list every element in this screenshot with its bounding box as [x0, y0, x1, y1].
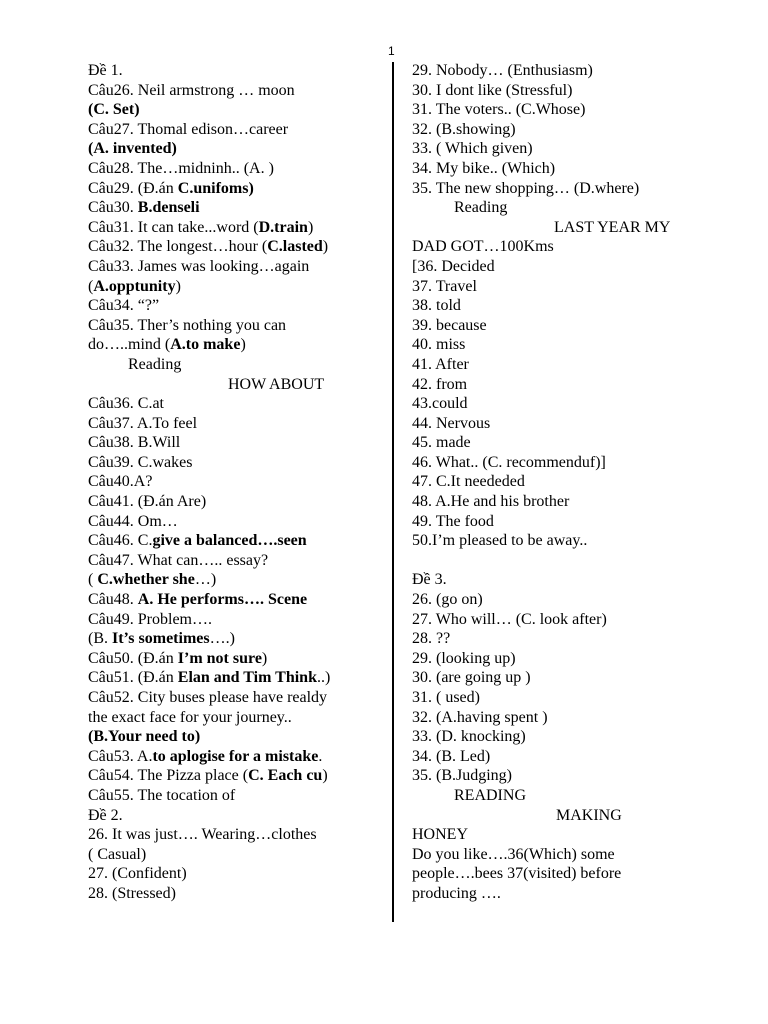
answer-text: B.denseli	[137, 199, 200, 217]
text-line	[412, 277, 712, 297]
line-text: Câu26. Neil armstrong … moon	[88, 81, 295, 99]
text-line	[88, 864, 378, 884]
line-text: 31. The voters.. (C.Whose)	[412, 101, 586, 119]
text-line	[412, 747, 712, 767]
line-text: Câu34. “?”	[88, 297, 160, 315]
line-text: 41. After	[412, 355, 469, 373]
answer-text: A.to make	[170, 336, 241, 354]
answer-text: C.unifoms)	[177, 179, 254, 197]
line-text: Câu33. James was looking…again	[88, 257, 310, 275]
text-line	[88, 472, 378, 492]
text-line	[412, 257, 712, 277]
line-text: Câu37. A.To feel	[88, 414, 198, 432]
text-line	[412, 375, 712, 395]
line-text: 50.I’m pleased to be away..	[412, 532, 588, 550]
line-text: Đề 3.	[412, 571, 447, 589]
line-text: Câu29. (Đ.án	[88, 179, 178, 197]
line-text: .	[318, 747, 323, 765]
column-divider	[392, 62, 394, 922]
line-text: ..)	[316, 669, 331, 687]
text-line	[412, 100, 712, 120]
line-text: 40. miss	[412, 336, 466, 354]
line-text: …)	[194, 571, 217, 589]
line-text: 46. What.. (C. recommenduf)]	[412, 453, 606, 471]
line-text: 31. ( used)	[412, 689, 480, 706]
line-text: 33. ( Which given)	[412, 140, 533, 158]
text-line	[88, 316, 378, 336]
text-line	[412, 316, 712, 336]
line-text: 27. (Confident)	[88, 865, 187, 883]
line-text: 43.could	[412, 395, 468, 413]
line-text: ….)	[209, 630, 235, 648]
text-line	[412, 179, 712, 199]
text-line	[412, 884, 712, 904]
text-line	[88, 806, 378, 826]
line-text: 38. told	[412, 297, 461, 315]
line-text: Câu28. The…midninh.. (A. )	[88, 159, 274, 177]
line-text: Câu27. Thomal edison…career	[88, 120, 289, 138]
text-line	[88, 100, 378, 120]
line-text: Câu50. (Đ.án	[88, 649, 178, 667]
text-line	[88, 531, 378, 551]
line-text: (	[88, 571, 98, 589]
text-line	[412, 139, 712, 159]
line-text: Câu38. B.Will	[88, 434, 181, 452]
text-line	[412, 394, 712, 414]
line-text: Câu31. It can take...word (	[88, 218, 259, 236]
line-text: MAKING	[556, 806, 622, 824]
text-line	[412, 492, 712, 512]
line-text: Câu40.A?	[88, 473, 153, 491]
line-text: 32. (B.showing)	[412, 120, 516, 138]
text-line	[412, 531, 712, 551]
right-column	[412, 61, 712, 904]
answer-text: A.opptunity	[93, 277, 176, 295]
text-line	[412, 610, 712, 630]
text-line	[88, 277, 378, 297]
line-text: ( Casual)	[88, 845, 147, 863]
text-line	[412, 688, 712, 708]
line-text: the exact face for your journey..	[88, 708, 292, 726]
line-text: Câu46. C.	[88, 532, 153, 550]
text-line	[88, 825, 378, 845]
text-line	[412, 649, 712, 669]
line-text: Câu39. C.wakes	[88, 453, 193, 471]
line-text: Câu53. A.	[88, 747, 153, 765]
page-number: 1	[388, 44, 395, 58]
line-text: 47. C.It neededed	[412, 473, 525, 491]
line-text: 48. A.He and his brother	[412, 493, 570, 511]
text-line	[88, 237, 378, 257]
text-line	[412, 218, 712, 238]
line-text: 34. My bike.. (Which)	[412, 159, 556, 177]
text-line	[88, 257, 378, 277]
answer-text: It’s sometimes	[112, 630, 210, 648]
line-text: 30. (are going up )	[412, 669, 531, 687]
line-text: 33. (D. knocking)	[412, 728, 526, 746]
text-line	[412, 668, 712, 688]
line-text: producing ….	[412, 884, 501, 902]
line-text: Câu49. Problem….	[88, 610, 212, 628]
text-line	[88, 375, 378, 395]
text-line	[412, 335, 712, 355]
text-line	[88, 218, 378, 238]
text-line	[88, 688, 378, 708]
text-line	[88, 845, 378, 865]
line-text: )	[322, 767, 328, 785]
line-text: Câu52. City buses please have realdy	[88, 689, 328, 706]
text-line	[88, 708, 378, 728]
line-text: )	[175, 277, 181, 295]
line-text: Câu47. What can….. essay?	[88, 551, 269, 569]
text-line	[412, 806, 712, 826]
line-text: 26. (go on)	[412, 591, 483, 609]
text-line	[412, 864, 712, 884]
line-text: do…..mind (	[88, 336, 171, 354]
text-line	[412, 472, 712, 492]
line-text: )	[240, 336, 246, 354]
text-line	[88, 766, 378, 786]
line-text: Câu35. Ther’s nothing you can	[88, 316, 287, 334]
answer-text: D.train	[258, 218, 308, 236]
answer-text: I’m not sure	[177, 649, 262, 667]
text-line	[88, 61, 378, 81]
line-text: )	[261, 649, 268, 667]
text-line	[88, 629, 378, 649]
line-text: [36. Decided	[412, 257, 495, 275]
text-line	[412, 296, 712, 316]
text-line	[412, 708, 712, 728]
line-text: 28. (Stressed)	[88, 884, 176, 902]
line-text: DAD GOT…100Kms	[412, 238, 554, 256]
text-line	[88, 433, 378, 453]
line-text: 28. ??	[412, 630, 451, 648]
line-text: HOW ABOUT	[228, 375, 325, 393]
line-text: Câu55. The tocation of	[88, 786, 236, 804]
line-text: Câu51. (Đ.án	[88, 669, 178, 687]
text-line	[88, 355, 378, 375]
answer-text: C.whether she	[97, 571, 195, 589]
text-line	[88, 727, 378, 747]
answer-text: C.lasted	[267, 238, 323, 256]
text-line	[88, 649, 378, 669]
answer-text: give a balanced….seen	[152, 532, 307, 550]
text-line	[412, 61, 712, 81]
line-text: 34. (B. Led)	[412, 747, 491, 765]
text-line	[88, 394, 378, 414]
text-line	[412, 629, 712, 649]
line-text: )	[322, 238, 329, 256]
text-line	[88, 335, 378, 355]
line-text: Câu48.	[88, 591, 138, 609]
text-line	[88, 668, 378, 688]
line-text: 35. The new shopping… (D.where)	[412, 179, 640, 197]
left-column	[88, 61, 378, 904]
text-line	[88, 159, 378, 179]
text-line	[412, 81, 712, 101]
text-line	[412, 237, 712, 257]
answer-text: C. Each cu	[248, 767, 323, 785]
line-text: 44. Nervous	[412, 414, 491, 432]
answer-text: (C. Set)	[88, 101, 140, 119]
text-line	[88, 786, 378, 806]
answer-text: (B.Your need to)	[88, 728, 201, 746]
line-text: Do you like….36(Which) some	[412, 845, 615, 863]
text-line	[412, 120, 712, 140]
text-line	[88, 453, 378, 473]
line-text: )	[307, 218, 314, 236]
text-line	[88, 179, 378, 199]
line-text: 42. from	[412, 375, 468, 393]
line-text: Câu44. Om…	[88, 512, 178, 530]
text-line	[88, 139, 378, 159]
text-line	[412, 355, 712, 375]
line-text: 26. It was just…. Wearing…clothes	[88, 826, 317, 844]
line-text: 45. made	[412, 434, 471, 452]
line-text: HONEY	[412, 826, 468, 844]
answer-text: to aplogise for a mistake	[152, 747, 319, 765]
answer-text: Elan and Tim Think	[177, 669, 317, 687]
text-line	[412, 727, 712, 747]
line-text: Đề 1.	[88, 62, 123, 79]
line-text: 27. Who will… (C. look after)	[412, 610, 607, 628]
text-line	[412, 570, 712, 590]
text-line	[88, 512, 378, 532]
text-line	[88, 81, 378, 101]
line-text: Đề 2.	[88, 806, 123, 824]
line-text: 30. I dont like (Stressful)	[412, 81, 573, 99]
line-text: Câu41. (Đ.án Are)	[88, 493, 207, 511]
line-text: Câu54. The Pizza place (	[88, 767, 249, 785]
line-text: READING	[454, 786, 526, 804]
line-text: 49. The food	[412, 512, 494, 530]
line-text: 39. because	[412, 316, 487, 334]
text-line	[88, 884, 378, 904]
line-text: 29. Nobody… (Enthusiasm)	[412, 62, 593, 79]
text-line	[88, 551, 378, 571]
text-line	[88, 296, 378, 316]
text-line	[412, 590, 712, 610]
text-line	[88, 747, 378, 767]
text-line	[412, 512, 712, 532]
text-line	[412, 766, 712, 786]
line-text: Câu30.	[88, 199, 138, 217]
text-line	[412, 551, 712, 571]
line-text: 32. (A.having spent )	[412, 708, 548, 726]
text-line	[88, 120, 378, 140]
text-line	[88, 610, 378, 630]
answer-text: A. He performs…. Scene	[137, 591, 308, 609]
text-line	[412, 825, 712, 845]
text-line	[88, 492, 378, 512]
text-line	[412, 433, 712, 453]
answer-text: (A. invented)	[88, 140, 177, 158]
text-line	[88, 590, 378, 610]
line-text: (	[88, 277, 94, 295]
line-text: LAST YEAR MY	[554, 218, 671, 236]
line-text: 37. Travel	[412, 277, 477, 295]
text-line	[412, 414, 712, 434]
line-text: Câu32. The longest…hour (	[88, 238, 268, 256]
text-line	[412, 453, 712, 473]
line-text: Reading	[128, 355, 182, 373]
line-text: people….bees 37(visited) before	[412, 865, 622, 883]
text-line	[412, 198, 712, 218]
text-line	[412, 786, 712, 806]
text-line	[88, 570, 378, 590]
line-text: (B.	[88, 630, 112, 648]
line-text: 35. (B.Judging)	[412, 767, 512, 785]
text-line	[88, 414, 378, 434]
text-line	[412, 159, 712, 179]
line-text: Reading	[454, 199, 508, 217]
text-line	[412, 845, 712, 865]
line-text: 29. (looking up)	[412, 649, 516, 667]
line-text: Câu36. C.at	[88, 395, 164, 413]
text-line	[88, 198, 378, 218]
